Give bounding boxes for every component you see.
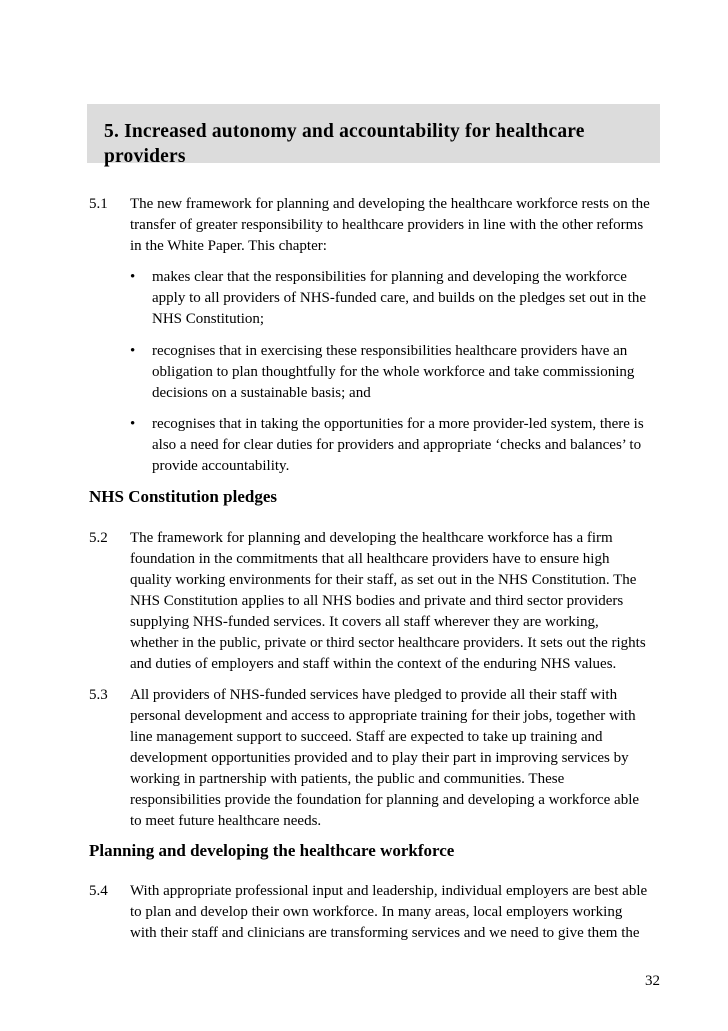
bullet-text: makes clear that the responsibilities for planning and developing the workforce apply to all providers of NHS-funded care, and builds on the pledges set out in the NHS Constitution; xyxy=(152,269,647,327)
bullet-text: recognises that in exercising these responsibilities healthcare providers have an obligation to plan thoughtfully for the whole workforce and take commissioning decisions on a sustainable basis; and xyxy=(152,343,635,401)
paragraph-number: 5.1 xyxy=(89,196,108,212)
bullet-icon: • xyxy=(130,343,136,359)
paragraph-number: 5.4 xyxy=(89,883,108,899)
bullet-icon: • xyxy=(130,416,136,432)
paragraph-text: With appropriate professional input and leadership, individual employers are best able to plan and develop their own workforce. In many areas, local employers working with their staff and clinicians are transforming services and we need to give them the xyxy=(130,883,648,941)
chapter-title: 5. Increased autonomy and accountability for healthcare providers xyxy=(104,121,585,167)
section-heading: NHS Constitution pledges xyxy=(89,487,277,506)
paragraph-text: The framework for planning and developing the healthcare workforce has a firm foundation in the commitments that all healthcare providers have to ensure high quality working environments for their staff, as set out in the NHS Constitution. The NHS Constitution applies to all NHS bodies and private and third sector providers supplying NHS-funded services. It covers all staff wherever they are working, whether in the public, private or third sector healthcare providers. It sets out the rights and duties of employers and staff within the context of the enduring NHS values. xyxy=(130,530,646,672)
page-number: 32 xyxy=(645,973,660,989)
paragraph-text: The new framework for planning and developing the healthcare workforce rests on the transfer of greater responsibility to healthcare providers in line with the other reforms in the White Paper. This chapter: xyxy=(130,196,650,254)
paragraph-number: 5.2 xyxy=(89,530,108,546)
section-heading: Planning and developing the healthcare workforce xyxy=(89,841,455,860)
paragraph-text: All providers of NHS-funded services have pledged to provide all their staff with personal development and access to appropriate training for their jobs, together with line management support to succeed. Staff are expected to take up training and development opportunities provided and to play their part in improving services by working in partnership with patients, the public and communities. These responsibilities provide the foundation for planning and developing a workforce able to meet future healthcare needs. xyxy=(130,687,640,829)
paragraph-number: 5.3 xyxy=(89,687,108,703)
bullet-text: recognises that in taking the opportunities for a more provider-led system, there is also a need for clear duties for providers and appropriate ‘checks and balances’ to provide accountability. xyxy=(152,416,644,474)
bullet-icon: • xyxy=(130,269,136,285)
